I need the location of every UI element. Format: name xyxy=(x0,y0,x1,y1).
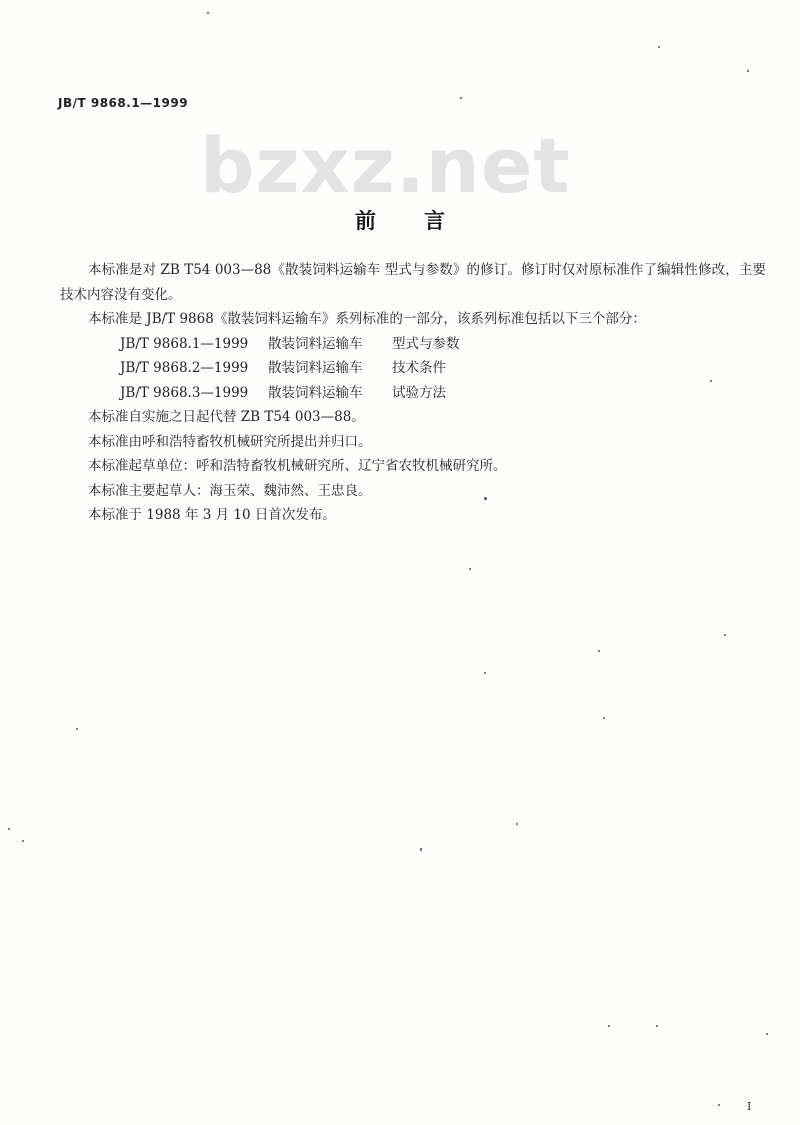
list-item-part: 试验方法 xyxy=(392,384,446,401)
watermark: bzxz.net xyxy=(200,121,571,210)
list-item-code: JB/T 9868.2—1999 xyxy=(120,360,249,376)
scan-speck xyxy=(469,568,471,570)
list-item xyxy=(60,356,766,381)
list-item-part: 技术条件 xyxy=(392,360,446,376)
scan-speck xyxy=(766,1033,768,1035)
scan-speck xyxy=(598,650,600,652)
list-item-code: JB/T 9868.3—1999 xyxy=(120,384,249,401)
list-item xyxy=(60,381,766,406)
list-item-code: JB/T 9868.1—1999 xyxy=(120,335,249,352)
list-item-name: 散装饲料运输车 xyxy=(268,360,363,376)
list-item-part: 型式与参数 xyxy=(392,335,460,352)
scan-speck xyxy=(460,97,462,99)
scan-speck xyxy=(718,1104,720,1106)
scan-speck xyxy=(608,1025,610,1027)
scan-speck xyxy=(603,717,605,719)
scan-speck xyxy=(420,848,422,851)
list-item xyxy=(60,332,766,357)
paragraph-revision: 本标准是对 ZB T54 003—88《散装饲料运输车 型式与参数》的修订。修订时仅对原标准作了编辑性修改，主要技术内容没有变化。 xyxy=(60,262,766,303)
scan-speck xyxy=(747,70,749,72)
statement-first-issue: 本标准于 1988 年 3 月 10 日首次发布。 xyxy=(88,507,336,523)
list-item-name: 散装饲料运输车 xyxy=(268,335,363,352)
page-title: 前言 xyxy=(355,209,493,233)
series-list xyxy=(60,332,766,406)
page-number: I xyxy=(747,1100,752,1113)
scan-speck xyxy=(22,840,24,842)
foreword-body xyxy=(60,258,766,528)
scan-speck xyxy=(516,823,518,825)
scan-speck xyxy=(484,672,486,674)
scan-speck xyxy=(8,828,10,830)
scan-speck xyxy=(656,1025,658,1027)
statement-drafting-units: 本标准起草单位：呼和浩特畜牧机械研究所、辽宁省农牧机械研究所。 xyxy=(88,458,507,474)
paragraph-series: 本标准是 JB/T 9868《散装饲料运输车》系列标准的一部分，该系列标准包括以下三个部分： xyxy=(88,311,646,327)
scan-speck xyxy=(76,728,78,730)
standard-number: JB/T 9868.1—1999 xyxy=(58,96,189,110)
scan-speck xyxy=(207,12,209,14)
scan-speck xyxy=(724,634,726,636)
list-item-name: 散装饲料运输车 xyxy=(268,384,363,401)
statement-proposer: 本标准由呼和浩特畜牧机械研究所提出并归口。 xyxy=(88,433,372,450)
scan-speck xyxy=(484,497,487,500)
statement-drafters: 本标准主要起草人：海玉荣、魏沛然、王忠良。 xyxy=(88,482,372,499)
statement-replacement: 本标准自实施之日起代替 ZB T54 003—88。 xyxy=(88,409,365,425)
scan-speck xyxy=(658,46,660,48)
scan-speck xyxy=(710,380,712,382)
